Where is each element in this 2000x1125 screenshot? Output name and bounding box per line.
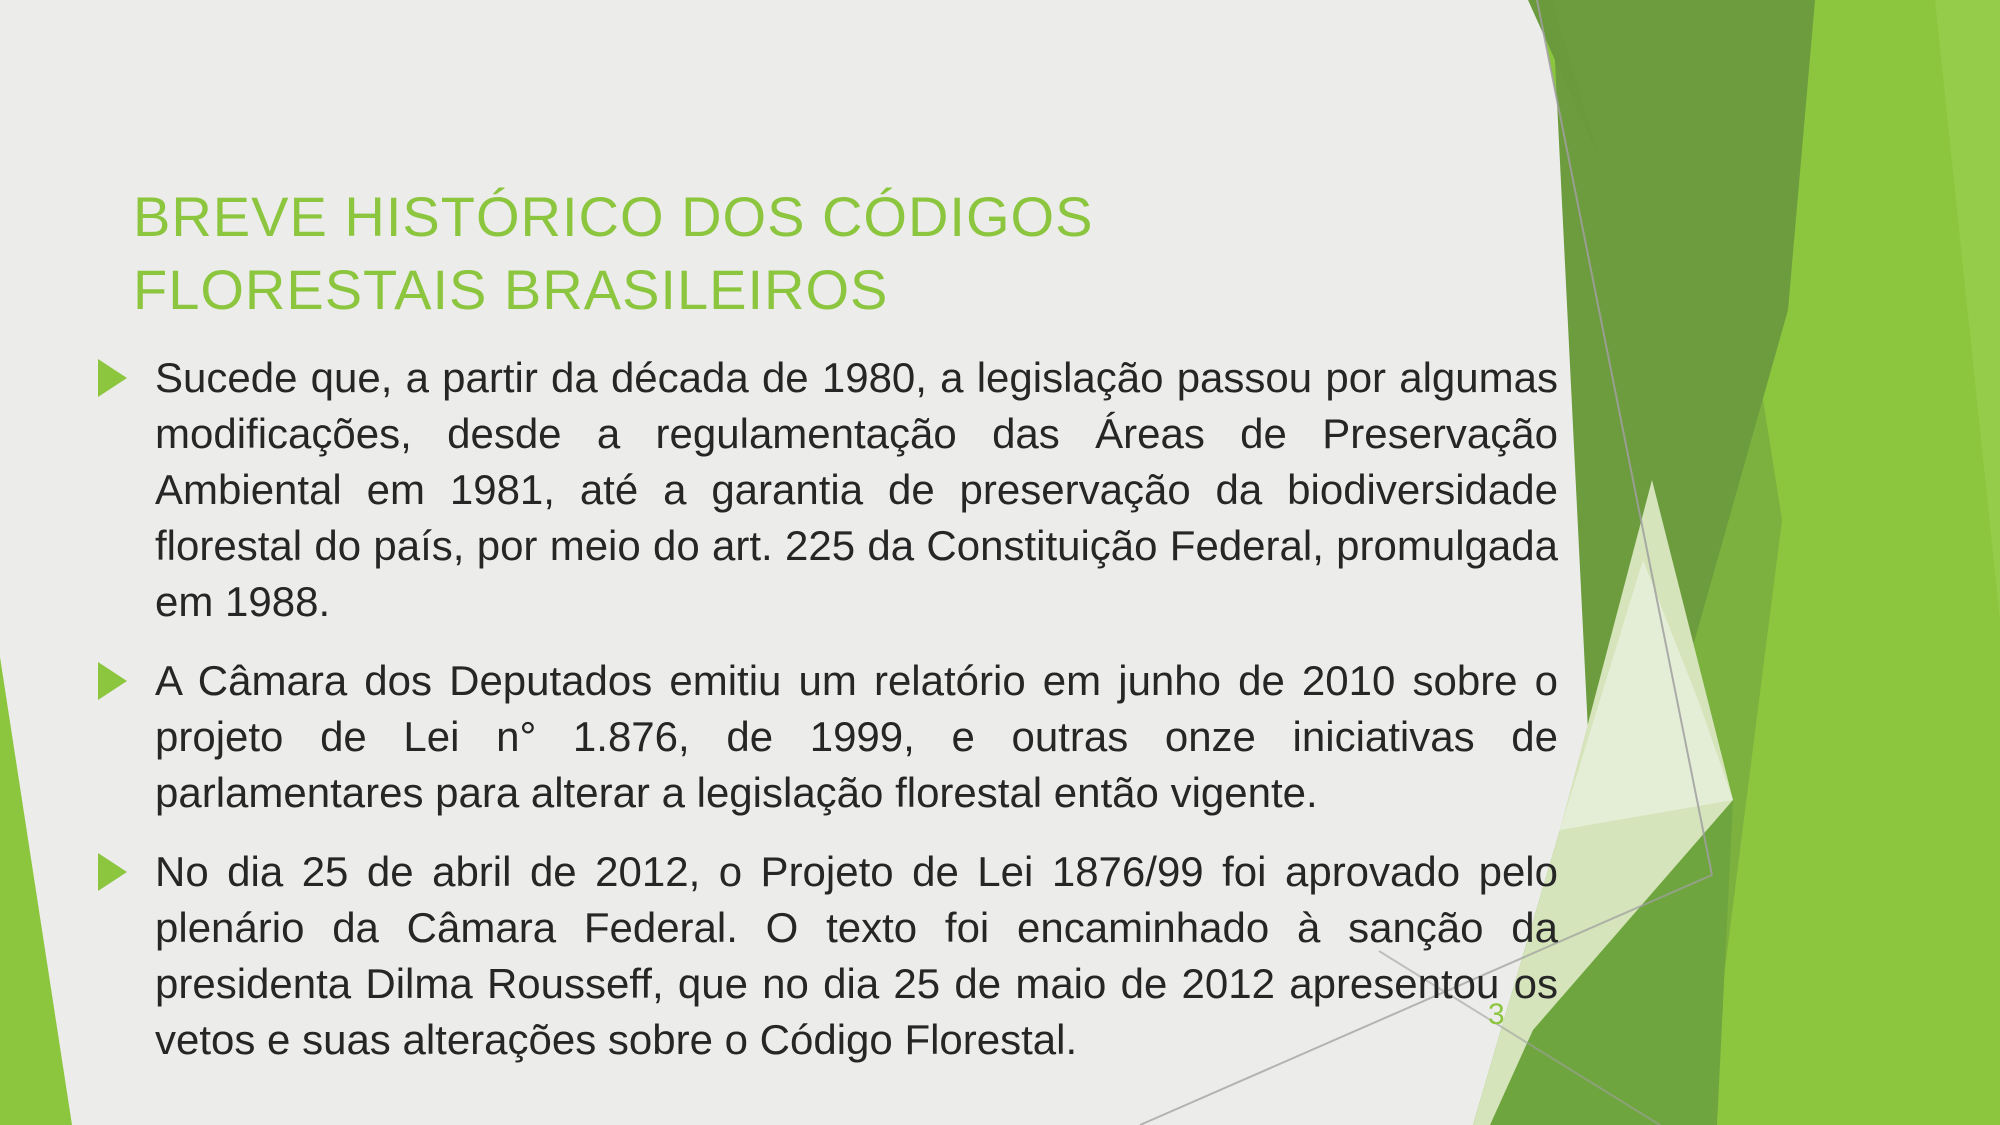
bullet-triangle-icon bbox=[98, 359, 127, 397]
bullet-item bbox=[98, 844, 1558, 1068]
slide-title: BREVE HISTÓRICO DOS CÓDIGOS FLORESTAIS BRASILEIROS bbox=[133, 184, 1094, 321]
bullet-text: Sucede que, a partir da década de 1980, a legislação passou por algumas modificações, desde a regulamentação das Áreas de Preservação Ambiental em 1981, até a garantia de preservação da biodiversidade florestal do país, por meio do art. 225 da Constituição Federal, promulgada em 1988. bbox=[155, 354, 1558, 625]
bullet-text: No dia 25 de abril de 2012, o Projeto de Lei 1876/99 foi aprovado pelo plenário da Câmara Federal. O texto foi encaminhado à sanção da presidenta Dilma Rousseff, que no dia 25 de maio de 2012 apresentou os vetos e suas alterações sobre o Código Florestal. bbox=[155, 848, 1558, 1063]
bullet-item bbox=[98, 653, 1558, 821]
bullet-triangle-icon bbox=[98, 662, 127, 700]
bullet-list bbox=[98, 350, 1558, 1091]
bullet-item bbox=[98, 350, 1558, 630]
bullet-triangle-icon bbox=[98, 853, 127, 891]
page-number: 3 bbox=[1488, 998, 1505, 1031]
bullet-text: A Câmara dos Deputados emitiu um relatório em junho de 2010 sobre o projeto de Lei n° 1.876, de 1999, e outras onze iniciativas de parlamentares para alterar a legislação florestal então vigente. bbox=[155, 657, 1558, 816]
left-edge-wedge bbox=[0, 657, 72, 1125]
